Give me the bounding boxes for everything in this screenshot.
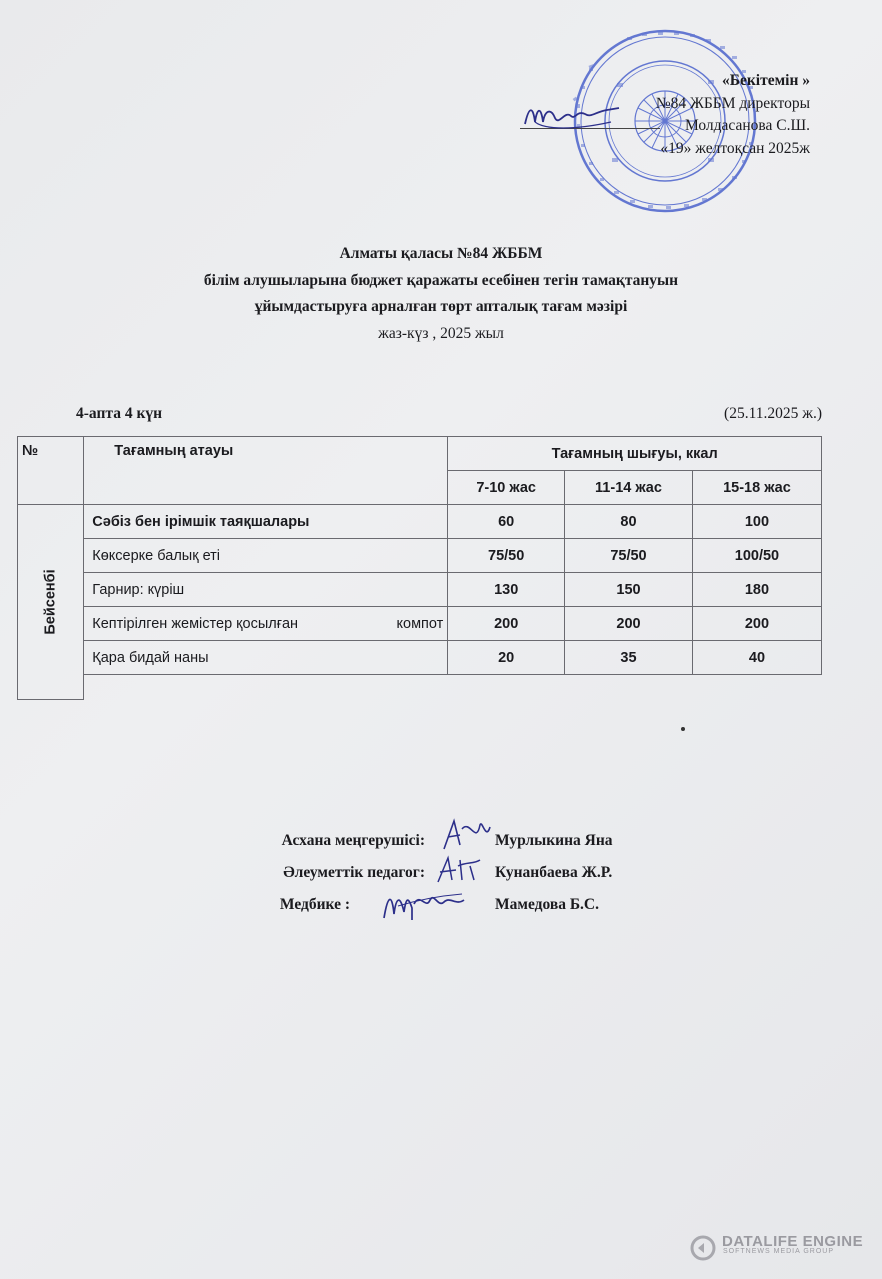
approval-line-2: Молдасанова С.Ш.: [684, 117, 810, 134]
approval-block: [656, 70, 810, 160]
datalife-logo-icon: [690, 1235, 716, 1261]
title-line-4: жаз-күз , 2025 жыл: [378, 324, 504, 342]
value-15-18: 100/50: [692, 539, 821, 573]
day-label: Бейсенбі: [42, 569, 59, 635]
approval-line-3: «19» желтоқсан 2025ж: [660, 139, 810, 157]
signer-name: Мамедова Б.С.: [495, 896, 600, 913]
week-label: 4-апта 4 күн: [76, 405, 163, 422]
ink-dot: [681, 727, 685, 731]
value-11-14: 35: [565, 641, 693, 675]
value-15-18: 100: [692, 505, 821, 539]
table-row: [18, 607, 822, 641]
table-row: [18, 505, 822, 539]
value-7-10: 75/50: [448, 539, 565, 573]
dish-name-part-1: Кептірілген жемістер қосылған: [92, 615, 299, 632]
table-row: [18, 539, 822, 573]
value-11-14: 80: [565, 505, 693, 539]
director-signature: [515, 96, 625, 136]
header-dish-name: Тағамның атауы: [84, 437, 448, 505]
table-header-row: [18, 437, 822, 471]
signer-role: Медбике :: [279, 896, 350, 913]
title-line-3: ұйымдастыруға арналған төрт апталық тағам мәзірі: [254, 298, 628, 315]
signer-name: Мурлыкина Яна: [495, 832, 613, 849]
value-11-14: 150: [565, 573, 693, 607]
value-7-10: 60: [448, 505, 565, 539]
value-11-14: 75/50: [565, 539, 693, 573]
value-7-10: 20: [448, 641, 565, 675]
document-title: [0, 241, 882, 347]
watermark-subtitle: SOFTNEWS MEDIA GROUP: [723, 1248, 835, 1255]
header-age-7-10: 7-10 жас: [448, 471, 565, 505]
header-age-15-18: 15-18 жас: [692, 471, 821, 505]
dish-name: Сәбіз бен ірімшік таяқшалары: [84, 505, 448, 539]
nurse-signature: [378, 884, 470, 926]
menu-table: [17, 436, 822, 700]
signer-role: Әлеуметтік педагог:: [283, 864, 425, 881]
header-age-11-14: 11-14 жас: [565, 471, 693, 505]
header-number: №: [18, 437, 84, 505]
watermark: [690, 1233, 863, 1255]
week-date: (25.11.2025 ж.): [724, 405, 822, 422]
title-line-1: Алматы қаласы №84 ЖББМ: [339, 245, 543, 262]
week-info: [76, 405, 822, 423]
header-output: Тағамның шығуы, ккал: [448, 437, 822, 471]
value-15-18: 200: [692, 607, 821, 641]
table-row: [18, 573, 822, 607]
value-7-10: 200: [448, 607, 565, 641]
value-15-18: 180: [692, 573, 821, 607]
value-15-18: 40: [692, 641, 821, 675]
signer-role: Асхана меңгерушісі:: [281, 832, 425, 849]
approval-line-1: №84 ЖББМ директоры: [655, 94, 810, 112]
value-11-14: 200: [565, 607, 693, 641]
day-cell: [18, 505, 84, 700]
dish-name: Қара бидай наны: [84, 641, 448, 675]
value-7-10: 130: [448, 573, 565, 607]
dish-name: [84, 607, 448, 641]
approval-title: «Бекітемін »: [721, 72, 810, 89]
dish-name: Көксерке балық еті: [84, 539, 448, 573]
table-row: [18, 641, 822, 675]
cook-manager-signature: [436, 815, 496, 855]
watermark-title: DATALIFE ENGINE: [722, 1233, 864, 1250]
dish-name: Гарнир: күріш: [84, 573, 448, 607]
table-row-empty: [18, 675, 822, 700]
social-pedagogue-signature: [430, 852, 490, 888]
title-line-2: білім алушыларына бюджет қаражаты есебінен тегін тамақтануын: [203, 271, 679, 289]
dish-name-part-2: компот: [396, 615, 444, 632]
signer-name: Кунанбаева Ж.Р.: [495, 864, 613, 881]
